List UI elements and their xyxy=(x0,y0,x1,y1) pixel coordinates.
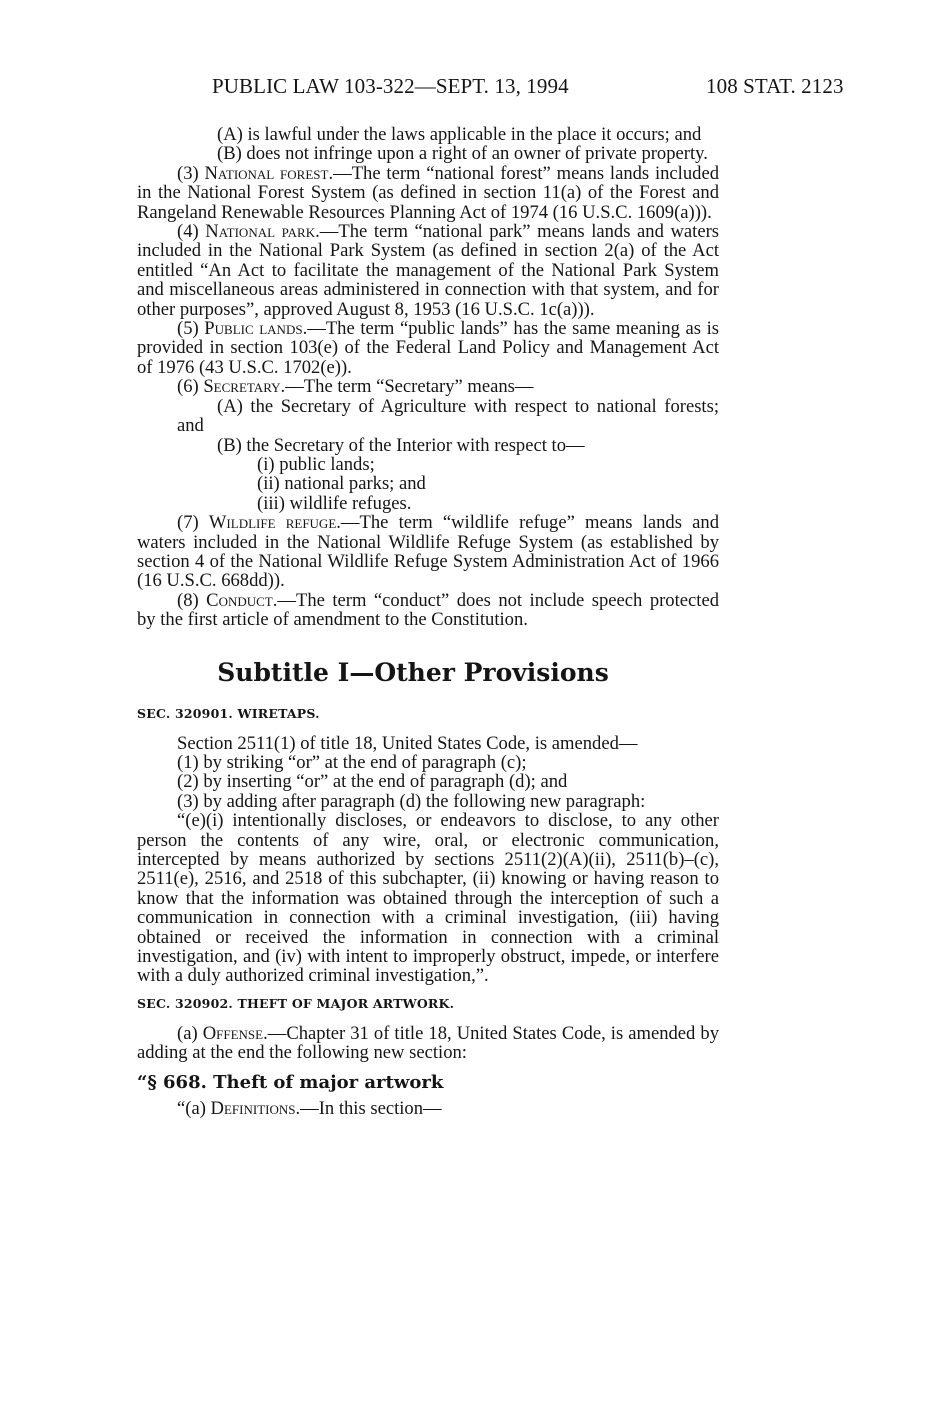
paragraph-5-public-lands xyxy=(137,319,719,377)
paragraph-number: (5) xyxy=(177,318,199,340)
paragraph-text: .—The term “national park” means lands and waters included in the National Park System (as defined in section 2(a) of the Act entitled “An Act to facilitate the management of the National Park System and miscellaneous areas administered in connection with that system, and for other purposes”, approved August 8, 1953 (16 U.S.C. 1c(a))). xyxy=(137,221,719,320)
paragraph-text: .—The term “national forest” means lands included in the National Forest System (as defined in section 11(a) of the Forest and Rangeland Renewable Resources Planning Act of 1974 (16 U.S.C. 1609(a))). xyxy=(137,162,719,223)
paragraph-7-wildlife-refuge xyxy=(137,513,719,591)
running-header xyxy=(0,74,940,104)
document-body xyxy=(137,125,719,1118)
subsection-number: “(a) xyxy=(177,1097,206,1119)
paragraph-6-b-iii: (iii) wildlife refuges. xyxy=(257,492,412,514)
subsection-number: (a) xyxy=(177,1022,198,1044)
amendment-item-2: (2) by inserting “or” at the end of paragraph (d); and xyxy=(177,771,568,793)
section-intro: Section 2511(1) of title 18, United States Code, is amended— xyxy=(177,732,638,754)
paragraph-number: (7) xyxy=(177,512,199,534)
header-public-law: PUBLIC LAW 103-322—SEPT. 13, 1994 xyxy=(212,74,569,98)
paragraph-6-b-i: (i) public lands; xyxy=(257,453,375,475)
defined-term: Conduct xyxy=(206,589,273,611)
new-section-668-heading: “§ 668. Theft of major artwork xyxy=(137,1071,444,1093)
subtitle-heading: Subtitle I—Other Provisions xyxy=(217,657,609,687)
paragraph-text: .—The term “public lands” has the same meaning as is provided in section 103(e) of the Federal Land Policy and Management Act of 1976 (43 U.S.C. 1702(e)). xyxy=(137,318,720,378)
paragraph-number: (3) xyxy=(177,162,199,184)
defined-term: Definitions xyxy=(210,1097,296,1119)
paragraph-6-a: (A) the Secretary of Agriculture with respect to national forests; and xyxy=(177,395,719,437)
defined-term: Public lands xyxy=(204,318,303,340)
defined-term: Wildlife refuge xyxy=(208,512,337,534)
paragraph-number: (8) xyxy=(177,589,199,611)
defined-term: National park xyxy=(205,221,316,243)
paragraph-number: (4) xyxy=(177,221,199,243)
paragraph-text: .—The term “wildlife refuge” means lands and waters included in the National Wildlife Refuge System (as established by section 4 of the National Wildlife Refuge System Administration Act of 1966 (16 U.S.C. 668dd)). xyxy=(137,512,719,592)
paragraph-2-b: (B) does not infringe upon a right of an owner of private property. xyxy=(217,143,708,165)
quoted-new-paragraph: “(e)(i) intentionally discloses, or endeavors to disclose, to any other person the contents of any wire, oral, or electronic communication, intercepted by means authorized by sections 2511(2)(A)(ii), 2511(b)–(c), 2511(e), 2516, and 2518 of this subchapter, (ii) knowing or having reason to know that the information was obtained through the interception of such a communication in connection with a criminal investigation, (iii) having obtained or received the information in connection with a criminal investigation, and (iv) with intent to improperly obstruct, impede, or interfere with a duly authorized criminal investigation,”. xyxy=(137,810,719,987)
paragraph-6-b: (B) the Secretary of the Interior with respect to— xyxy=(217,434,585,456)
definitions-lead-in xyxy=(137,1099,719,1118)
defined-term: National forest xyxy=(204,162,329,184)
subsection-text: .—In this section— xyxy=(295,1097,442,1119)
paragraph-number: (6) xyxy=(177,376,199,398)
paragraph-3-national-forest xyxy=(137,164,719,222)
paragraph-text: .—The term “Secretary” means— xyxy=(280,376,534,398)
header-stat-page: 108 STAT. 2123 xyxy=(706,74,844,98)
section-heading-theft-of-major-artwork: SEC. 320902. THEFT OF MAJOR ARTWORK. xyxy=(137,995,455,1011)
paragraph-6-b-ii: (ii) national parks; and xyxy=(257,473,426,495)
subsection-a-offense xyxy=(137,1024,719,1063)
amendment-item-1: (1) by striking “or” at the end of paragraph (c); xyxy=(177,751,527,773)
paragraph-text: .—The term “conduct” does not include speech protected by the first article of amendment to the Constitution. xyxy=(137,589,719,631)
paragraph-4-national-park xyxy=(137,222,719,319)
paragraph-8-conduct xyxy=(137,591,719,630)
defined-term: Secretary xyxy=(203,376,281,398)
subsection-text: .—Chapter 31 of title 18, United States Code, is amended by adding at the end the following new section: xyxy=(137,1022,719,1064)
paragraph-2-a: (A) is lawful under the laws applicable in the place it occurs; and xyxy=(217,124,702,145)
section-heading-wiretaps: SEC. 320901. WIRETAPS. xyxy=(137,705,320,721)
paragraph-6-secretary xyxy=(137,377,719,396)
defined-term: Offense xyxy=(202,1022,264,1044)
amendment-item-3: (3) by adding after paragraph (d) the following new paragraph: xyxy=(177,790,646,812)
